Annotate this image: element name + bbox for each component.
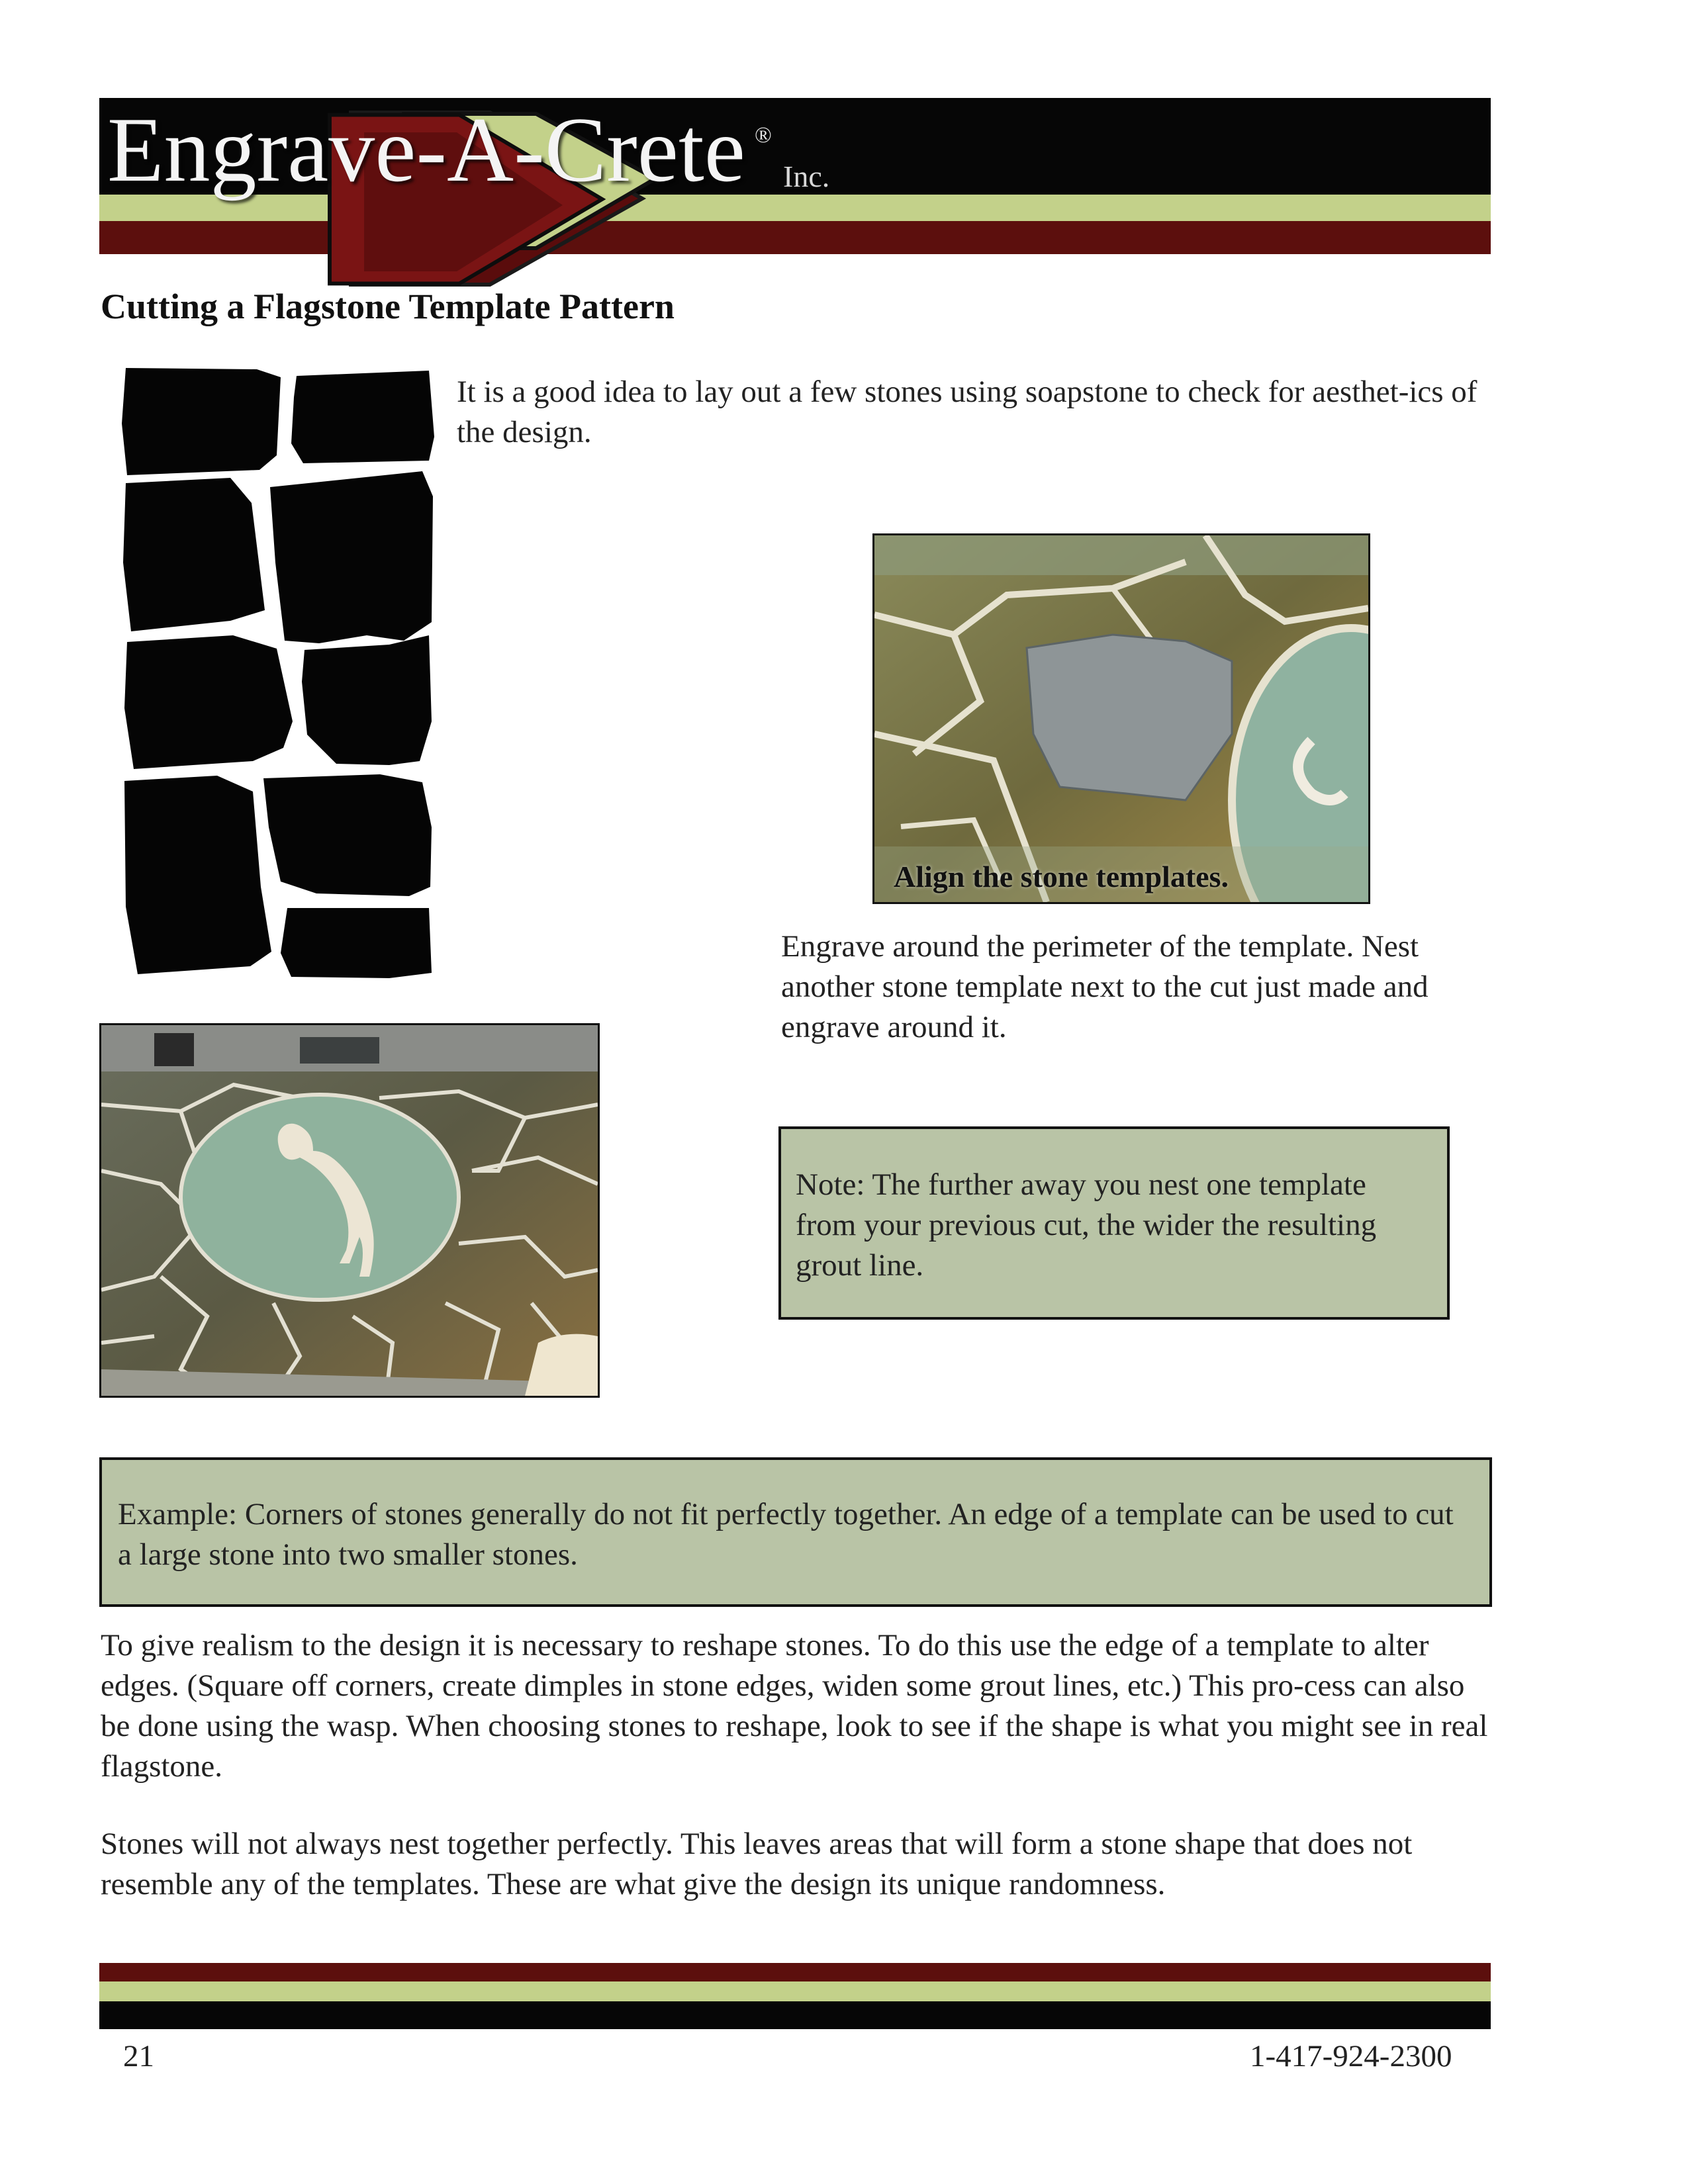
intro-paragraph: It is a good idea to lay out a few stones using soapstone to check for aesthet-ics of the design. (457, 375, 1477, 449)
phone-number: 1-417-924-2300 (1250, 2039, 1452, 2073)
header-band-red (99, 221, 1491, 254)
page-title: Cutting a Flagstone Template Pattern (101, 287, 675, 326)
realism-paragraph: To give realism to the design it is necessary to reshape stones. To do this use the edge of a template to alter edges. (Square off corners, create dimples in stone edges, widen some grout lines, etc.) This pro-cess can also be done using the wasp. When choosing stones to reshape, look to see if the shape is what you might see in real flagstone. (101, 1628, 1488, 1784)
flagstone-floor-closeup-image (874, 535, 1368, 902)
stone-templates-figure (118, 364, 442, 986)
brand-suffix: Inc. (783, 159, 830, 193)
footer-band-red (99, 1963, 1491, 1981)
note-callout-box (778, 1126, 1450, 1320)
ram-medallion-floor-image (101, 1025, 598, 1396)
align-templates-photo (872, 533, 1370, 904)
example-callout-box (99, 1457, 1492, 1607)
registered-mark: ® (755, 123, 772, 148)
note-text: Note: The further away you nest one template from your previous cut, the wider the resulting grout line. (796, 1167, 1377, 1283)
align-photo-caption: Align the stone templates. (894, 860, 1229, 893)
footer-band-green (99, 1981, 1491, 2001)
footer-band-black (99, 2001, 1491, 2029)
finished-floor-photo (99, 1023, 600, 1398)
brand-logo: Engrave-A-Crete (107, 99, 745, 201)
stone-shapes (122, 368, 434, 978)
page-number: 21 (123, 2039, 154, 2073)
randomness-paragraph: Stones will not always nest together perfectly. This leaves areas that will form a stone shape that does not resemble any of the templates. These are what give the design its unique randomness. (101, 1827, 1413, 1901)
engrave-paragraph: Engrave around the perimeter of the template. Nest another stone template next to the cut just made and engrave around it. (781, 929, 1429, 1044)
example-text: Example: Corners of stones generally do not fit perfectly together. An edge of a template can be used to cut a large stone into two smaller stones. (118, 1497, 1454, 1572)
